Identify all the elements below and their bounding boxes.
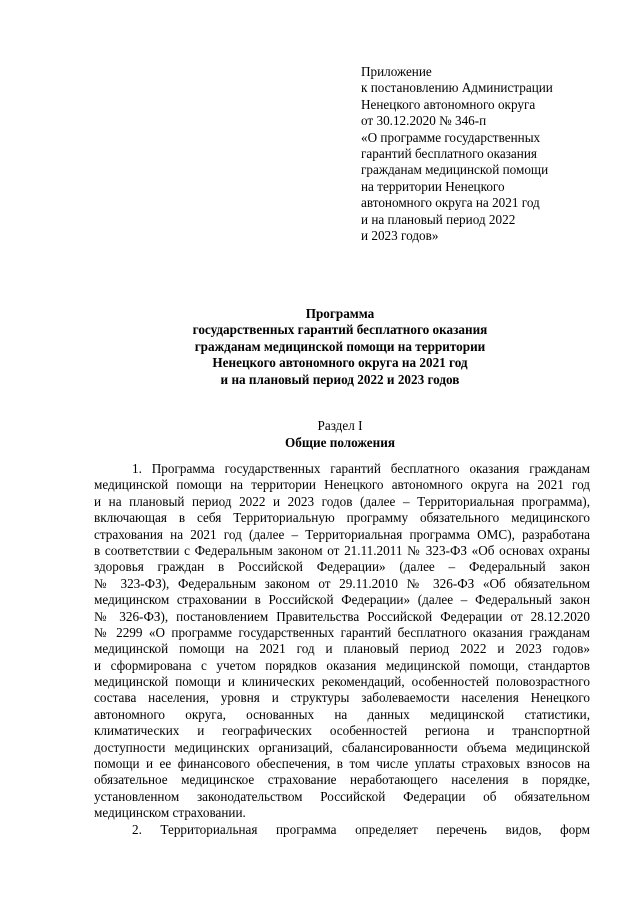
paragraph-line: доступности медицинских организаций, сбалансированности объема медицинской bbox=[94, 739, 590, 755]
section-heading bbox=[60, 417, 620, 451]
paragraph-line: медицинской помощи на 2021 год и плановый период 2022 и 2023 годов» bbox=[94, 641, 590, 657]
paragraph-line: здоровья граждан в Российской Федерации» (далее – Федеральный закон bbox=[94, 559, 590, 575]
paragraph-line: № 326-ФЗ), постановлением Правительства Российской Федерации от 28.12.2020 bbox=[94, 608, 590, 624]
paragraph-line: 1. Программа государственных гарантий бесплатного оказания гражданам bbox=[132, 461, 590, 476]
title-line: Программа bbox=[305, 306, 375, 321]
appendix-line: автономного округа на 2021 год bbox=[361, 195, 540, 211]
paragraph-line: и сформирована с учетом порядков оказания медицинской помощи, стандартов bbox=[94, 657, 590, 673]
paragraph-line: обязательное медицинское страхование неработающего населения в порядке, bbox=[94, 772, 590, 788]
appendix-line: гражданам медицинской помощи bbox=[361, 162, 549, 178]
program-title bbox=[60, 306, 620, 388]
section-title: Общие положения bbox=[285, 435, 395, 450]
paragraph-line: и на плановый период 2022 и 2023 годов (далее – Территориальная программа), bbox=[94, 493, 590, 509]
title-line: государственных гарантий бесплатного оказания bbox=[192, 322, 488, 338]
paragraph-line: № 323-ФЗ), Федеральным законом от 29.11.2010 № 326-ФЗ «Об обязательном bbox=[94, 575, 590, 591]
appendix-line: от 30.12.2020 № 346-п bbox=[361, 113, 487, 129]
title-line: Ненецкого автономного округа на 2021 год bbox=[212, 355, 468, 371]
title-line: гражданам медицинской помощи на территории bbox=[194, 338, 486, 354]
paragraph-line: автономного округа, основанных на данных медицинской статистики, bbox=[94, 706, 590, 722]
section-number: Раздел I bbox=[317, 418, 363, 433]
appendix-line: и на плановый период 2022 bbox=[361, 211, 516, 227]
paragraph-line: № 2299 «О программе государственных гарантий бесплатного оказания гражданам bbox=[94, 624, 590, 640]
appendix-line: гарантий бесплатного оказания bbox=[361, 146, 537, 162]
paragraph-line: климатических и географических особенностей региона и транспортной bbox=[94, 723, 590, 739]
appendix-line: и 2023 годов» bbox=[361, 228, 439, 244]
appendix-line: Ненецкого автономного округа bbox=[361, 96, 536, 112]
paragraph-line: установленном законодательством Российской Федерации об обязательном bbox=[94, 788, 590, 804]
appendix-block bbox=[361, 64, 601, 244]
paragraph-line: медицинской помощи на территории Ненецкого автономного округа на 2021 год bbox=[94, 477, 590, 493]
paragraph-line: медицинской помощи и клинических рекомендаций, особенностей половозрастного bbox=[94, 674, 590, 690]
appendix-line: «О программе государственных bbox=[361, 129, 541, 145]
paragraph-line: помощи и ее финансового обеспечения, в том числе уплаты страховых взносов на bbox=[94, 756, 590, 772]
paragraph-line: страхования на 2021 год (далее – Территориальная программа ОМС), разработана bbox=[94, 526, 590, 542]
paragraph-line: 2. Территориальная программа определяет перечень видов, форм bbox=[132, 821, 590, 837]
appendix-line: Приложение bbox=[361, 64, 432, 79]
paragraph-line: состава населения, уровня и структуры заболеваемости населения Ненецкого bbox=[94, 690, 590, 706]
paragraph-line: в соответствии с Федеральным законом от 21.11.2011 № 323-ФЗ «Об основах охраны bbox=[94, 542, 590, 558]
paragraph-line: медицинском страховании. bbox=[94, 805, 246, 821]
appendix-line: на территории Ненецкого bbox=[361, 178, 505, 194]
paragraph-line: включающая в себя Территориальную программу обязательного медицинского bbox=[94, 510, 590, 526]
body-text bbox=[94, 461, 590, 838]
paragraph-line: медицинском страховании в Российской Федерации» (далее – Федеральный закон bbox=[94, 592, 590, 608]
title-line: и на плановый период 2022 и 2023 годов bbox=[220, 371, 460, 387]
appendix-line: к постановлению Администрации bbox=[361, 80, 553, 96]
